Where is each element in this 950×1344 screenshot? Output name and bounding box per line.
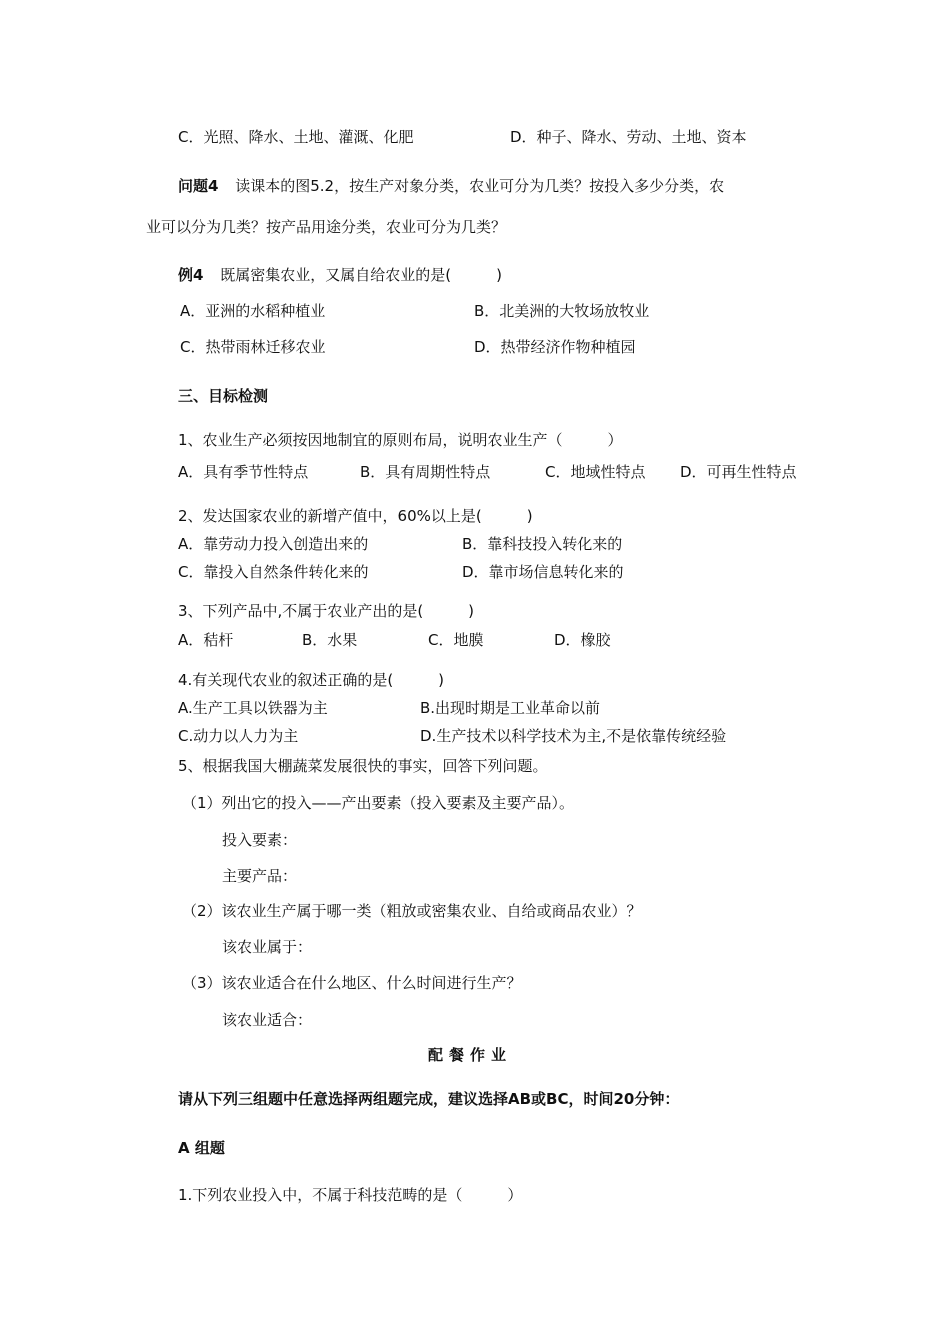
q5-sub2: （2）该农业生产属于哪一类（粗放或密集农业、自给或商品农业）？ — [182, 902, 642, 920]
q2-stem: 2、发达国家农业的新增产值中，60%以上是( ) — [178, 507, 533, 525]
q2-option-a: A．靠劳动力投入创造出来的 — [178, 535, 369, 553]
problem4-line1 — [178, 176, 724, 196]
q1-option-a: A．具有季节性特点 — [178, 463, 309, 481]
q4-option-a: A.生产工具以铁器为主 — [178, 699, 328, 717]
example4-option-a: A．亚洲的水稻种植业 — [180, 302, 326, 320]
q5-sub3-answer: 该农业适合： — [222, 1011, 313, 1029]
q3-option-a: A．秸杆 — [178, 631, 234, 649]
q3-option-b: B．水果 — [302, 631, 358, 649]
q2-option-c: C．靠投入自然条件转化来的 — [178, 563, 369, 581]
q2-option-d: D．靠市场信息转化来的 — [462, 563, 624, 581]
q5-sub1: （1）列出它的投入——产出要素（投入要素及主要产品）。 — [182, 794, 575, 812]
example4-question-line — [178, 265, 502, 285]
problem4-line2: 业可以分为几类？按产品用途分类，农业可分为几类？ — [146, 218, 507, 236]
example4-question: 既属密集农业，又属自给农业的是( ) — [220, 266, 502, 284]
q4-stem: 4.有关现代农业的叙述正确的是( ) — [178, 671, 445, 689]
problem4-label: 问题4 — [178, 177, 219, 195]
q5-sub1-input: 投入要素： — [222, 831, 298, 849]
q3-option-d: D．橡胶 — [554, 631, 611, 649]
homework-instruction: 请从下列三组题中任意选择两组题完成，建议选择AB或BC，时间20分钟： — [178, 1090, 680, 1108]
q4-option-d: D.生产技术以科学技术为主,不是依靠传统经验 — [420, 727, 727, 745]
q4-option-b: B.出现时期是工业革命以前 — [420, 699, 601, 717]
option-d: D．种子、降水、劳动、土地、资本 — [510, 128, 747, 146]
example4-option-c: C．热带雨林迁移农业 — [180, 338, 326, 356]
example4-label: 例4 — [178, 266, 204, 284]
example4-option-b: B．北美洲的大牧场放牧业 — [474, 302, 650, 320]
q3-option-c: C．地膜 — [428, 631, 484, 649]
q5-stem: 5、根据我国大棚蔬菜发展很快的事实，回答下列问题。 — [178, 757, 548, 775]
q2-option-b: B．靠科技投入转化来的 — [462, 535, 623, 553]
q1-option-d: D．可再生性特点 — [680, 463, 797, 481]
section3-heading: 三、目标检测 — [178, 387, 269, 405]
option-c: C．光照、降水、土地、灌溉、化肥 — [178, 128, 414, 146]
q5-sub2-answer: 该农业属于： — [222, 938, 313, 956]
q1-option-c: C．地域性特点 — [545, 463, 646, 481]
homework-title: 配餐作业 — [428, 1046, 513, 1064]
group-a-q1: 1.下列农业投入中，不属于科技范畴的是（ ） — [178, 1186, 523, 1204]
problem4-text: 读课本的图5.2，按生产对象分类，农业可分为几类？按投入多少分类，农 — [235, 177, 725, 195]
q1-option-b: B．具有周期性特点 — [360, 463, 491, 481]
q4-option-c: C.动力以人力为主 — [178, 727, 299, 745]
q5-sub3: （3）该农业适合在什么地区、什么时间进行生产？ — [182, 974, 522, 992]
q1-stem: 1、农业生产必须按因地制宜的原则布局，说明农业生产（ ） — [178, 431, 623, 449]
q3-stem: 3、下列产品中,不属于农业产出的是( ) — [178, 602, 475, 620]
q5-sub1-products: 主要产品： — [222, 867, 298, 885]
group-a-heading: A 组题 — [178, 1139, 225, 1157]
example4-option-d: D．热带经济作物种植园 — [474, 338, 636, 356]
